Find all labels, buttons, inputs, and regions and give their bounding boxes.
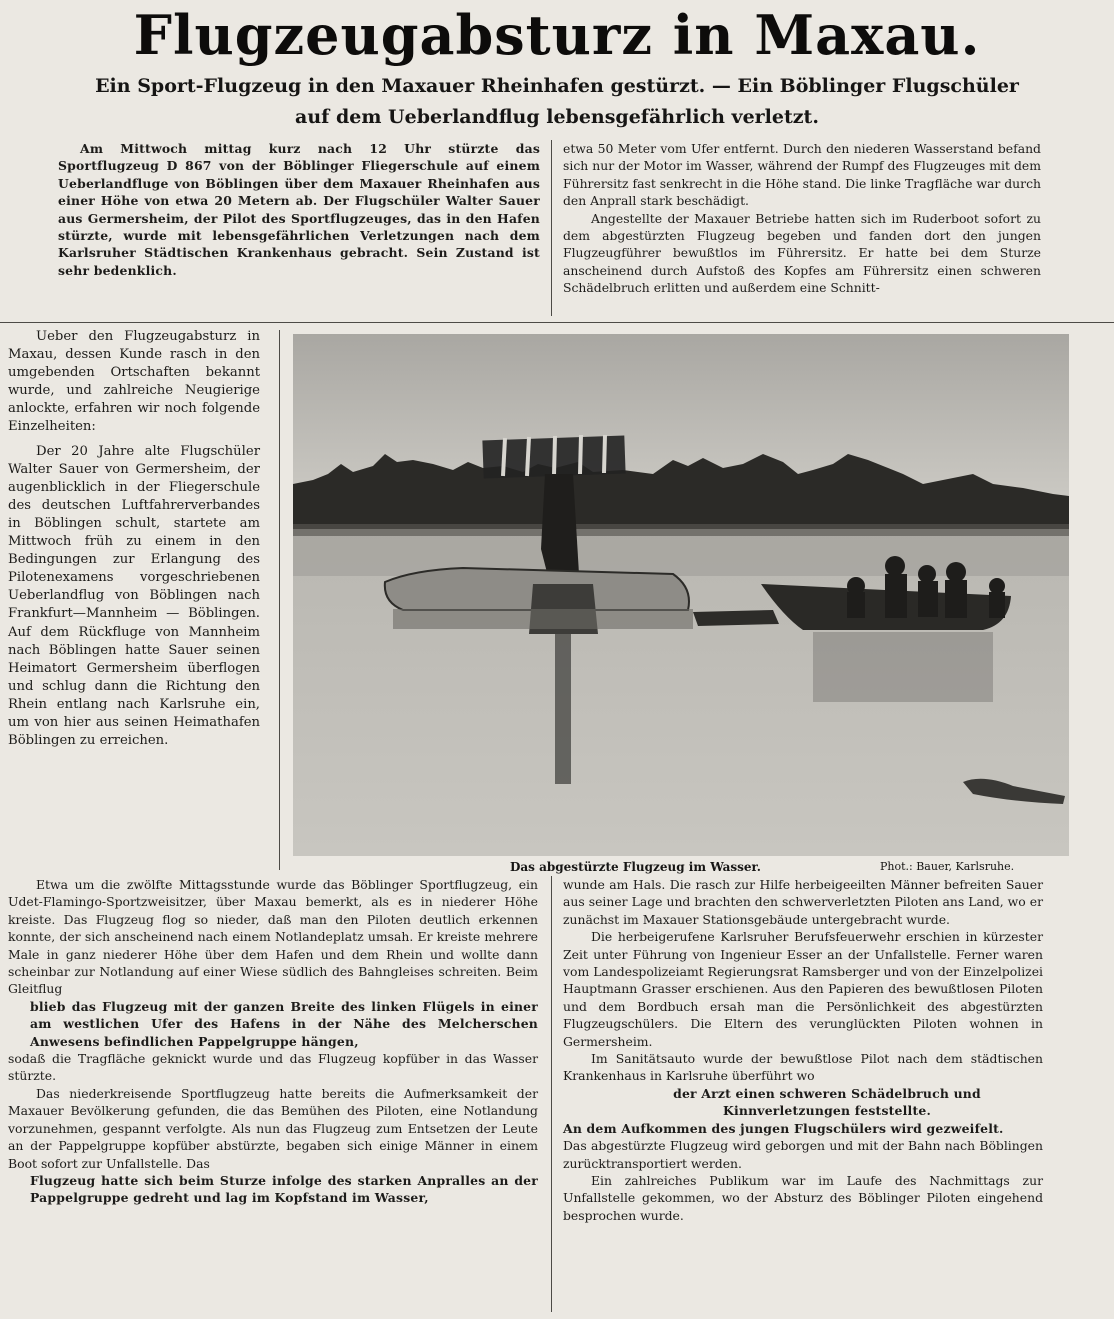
bottom-left-paragraph-1-bold: blieb das Flugzeug mit der ganzen Breite des linken Flügels in einer am westlichen Ufer des Hafens in der Nähe des Melcherschen Anwesens befindlichen Pappelgruppe hängen,: [30, 998, 538, 1049]
photo-credit: Phot.: Bauer, Karlsruhe.: [880, 860, 1015, 873]
bottom-right-paragraph-4: Das abgestürzte Flugzeug wird geborgen und mit der Bahn nach Böblingen zurücktransportiert werden.: [563, 1138, 1043, 1171]
bottom-left-paragraph-1-tail: sodaß die Tragfläche geknickt wurde und das Flugzeug kopfüber in das Wasser stürzte.: [8, 1051, 538, 1084]
subheadline-line-1: Ein Sport-Flugzeug in den Maxauer Rheinhafen gestürzt. — Ein Böblinger Flugschüler: [95, 75, 1019, 97]
subheadline-line-2: auf dem Ueberlandflug lebensgefährlich verletzt.: [295, 106, 819, 128]
bottom-left-paragraph-2-bold: Flugzeug hatte sich beim Sturze infolge des starken Anpralles an der Pappelgruppe gedreht und lag im Kopfstand im Wasser,: [30, 1172, 538, 1206]
side-paragraph-1: Ueber den Flugzeugabsturz in Maxau, dessen Kunde rasch in den umgebenden Ortschaften bekannt wurde, und zahlreiche Neugierige anlockte, erfahren wir noch folgende Einzelheiten:: [8, 329, 260, 435]
boat-reflection: [813, 632, 993, 702]
lead-paragraph: Am Mittwoch mittag kurz nach 12 Uhr stürzte das Sportflugzeug D 867 von der Böblinger Fliegerschule auf einem Ueberlandfluge von Böblingen über dem Maxauer Rheinhafen aus einer Höhe von etwa 20 Metern ab. Der Flugschüler Walter Sauer aus Germersheim, der Pilot des Sportflugzeuges, das in den Hafen stürzte, wurde mit lebensgefährlichen Verletzungen nach dem Karlsruher Städtischen Krankenhaus gebracht. Sein Zustand ist sehr bedenklich.: [58, 141, 540, 278]
column-rule-bottom: [551, 876, 552, 1312]
section-divider: [0, 322, 1114, 323]
column-rule-top: [551, 140, 552, 316]
bottom-column-left: [8, 876, 538, 1207]
lead-right-paragraph-2: Angestellte der Maxauer Betriebe hatten sich im Ruderboot sofort zu dem abgestürzten Flugzeug begeben und fanden dort den jungen Flugzeugführer bewußtlos im Führersitz. Er hatte bei dem Sturze anscheinend durch Aufstoß des Kopfes am Führersitz einen schweren Schädelbruch erlitten und außerdem eine Schnitt-: [563, 210, 1041, 296]
bottom-left-paragraph-1: Etwa um die zwölfte Mittagsstunde wurde das Böblinger Sportflugzeug, ein Udet-Flamingo-Sportzweisitzer, über Maxau bemerkt, als es in niederer Höhe kreiste. Das Flugzeug flog so nieder, daß man den Piloten deutlich erkennen konnte, der sich anscheinend nach einem Notlandeplatz umsah. Er kreiste mehrere Male in ganz niederer Höhe über dem Hafen und dem Rhein und wollte dann scheinbar zur Notlandung auf einer Wiese südlich des Bahngleises schreiten. Beim Gleitflug: [8, 877, 538, 997]
bottom-right-paragraph-3-bold: der Arzt einen schweren Schädelbruch und Kinnverletzungen feststellte.: [673, 1085, 981, 1119]
lead-column-left: [58, 140, 540, 279]
bottom-right-paragraph-3: Im Sanitätsauto wurde der bewußtlose Pilot nach dem städtischen Krankenhaus in Karlsruhe überführt wo: [563, 1051, 1043, 1084]
crash-photo: [293, 334, 1069, 856]
bottom-right-paragraph-1: wunde am Hals. Die rasch zur Hilfe herbeigeeilten Männer befreiten Sauer aus seiner Lage und brachten den schwerverletzten Piloten ans Land, wo er zunächst im Maxauer Stationsgebäude untergebracht wurde.: [563, 877, 1043, 927]
bottom-column-right: [563, 876, 1043, 1224]
plane-debris: [693, 610, 779, 626]
wing-reflection: [393, 609, 693, 629]
lead-right-paragraph-1: etwa 50 Meter vom Ufer entfernt. Durch den niederen Wasserstand befand sich nur der Motor im Wasser, während der Rumpf des Flugzeuges mit dem Führersitz fast senkrecht in die Höhe stand. Die linke Tragfläche war durch den Anprall stark beschädigt.: [563, 141, 1041, 209]
lead-column-right: [563, 140, 1041, 297]
column-rule-side: [279, 330, 280, 870]
headline: Flugzeugabsturz in Maxau.: [133, 3, 981, 67]
side-paragraph-2: Der 20 Jahre alte Flugschüler Walter Sauer von Germersheim, der augenblicklich in der Fliegerschule des deutschen Luftfahrerverbandes in Böblingen schult, startete am Mittwoch früh zu einem in den Bedingungen zur Erlangung des Pilotenexamens vorgeschriebenen Ueberlandflug von Böblingen nach Frankfurt—Mannheim — Böblingen. Auf dem Rückfluge von Mannheim nach Böblingen hatte Sauer seinen Heimatort Germersheim überflogen und schlug dann die Richtung den Rhein entlang nach Karlsruhe ein, um von hier aus seinen Heimathafen Böblingen zu erreichen.: [8, 443, 260, 749]
bottom-right-paragraph-4-bold: An dem Aufkommen des jungen Flugschülers wird gezweifelt.: [563, 1120, 1004, 1136]
side-column: [8, 328, 260, 750]
bottom-right-paragraph-5: Ein zahlreiches Publikum war im Laufe des Nachmittags zur Unfallstelle gekommen, wo der Absturz des Böblinger Piloten eingehend besprochen wurde.: [563, 1172, 1043, 1223]
bottom-left-paragraph-2: Das niederkreisende Sportflugzeug hatte bereits die Aufmerksamkeit der Maxauer Bevölkerung gefunden, die das Bemühen des Piloten, eine Notlandung vorzunehmen, gespannt verfolgte. Als nun das Flugzeug zum Entsetzen der Leute an der Pappelgruppe kopfüber abstürzte, begaben sich einige Männer in einem Boot sofort zur Unfallstelle. Das: [8, 1085, 538, 1171]
tail-reflection: [555, 634, 571, 784]
shore: [293, 524, 1069, 536]
bottom-right-paragraph-2: Die herbeigerufene Karlsruher Berufsfeuerwehr erschien in kürzester Zeit unter Führung von Ingenieur Esser an der Unfallstelle. Ferner waren vom Landespolizeiamt Regierungsrat Ramsberger und von der Einzelpolizei Hauptmann Grasser erschienen. Aus den Papieren des bewußtlosen Piloten und dem Bordbuch ersah man die Persönlichkeit des abgestürzten Flugzeugschülers. Die Eltern des verunglückten Piloten wohnen in Germersheim.: [563, 929, 1043, 1049]
photo-caption: Das abgestürzte Flugzeug im Wasser.: [510, 860, 761, 874]
